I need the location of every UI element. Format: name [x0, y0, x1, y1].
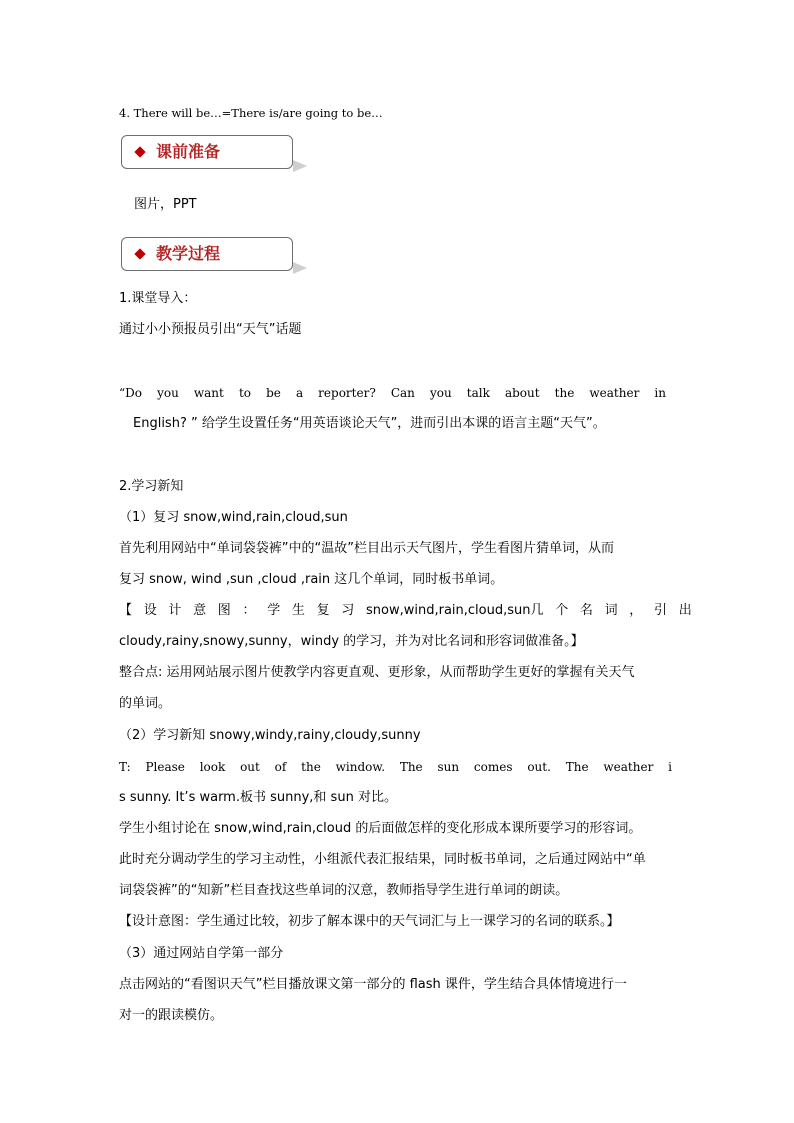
diamond-bullet-icon [134, 146, 145, 157]
materials-text: 图片，PPT [134, 197, 197, 212]
diamond-bullet-icon [134, 248, 145, 259]
paragraph-line: 此时充分调动学生的学习主动性，小组派代表汇报结果，同时板书单词，之后通过网站中“单 [119, 852, 646, 867]
justified-english-line: “Do you want to be a reporter? Can you talk about the weather in [119, 386, 666, 400]
sub-step-heading: （1）复习 snow,wind,rain,cloud,sun [119, 510, 348, 525]
step-heading-1: 1.课堂导入： [119, 291, 197, 306]
paragraph-line: cloudy,rainy,snowy,sunny，windy 的学习，并为对比名词和形容词做准备。】 [119, 634, 584, 649]
sub-step-heading: （3）通过网站自学第一部分 [119, 946, 284, 961]
design-intent-line: 【设计意图：学生复习 snow,wind,rain,cloud,sun 几个名词，引出 [119, 603, 704, 618]
paragraph-line: s sunny. It’s warm.板书 sunny,和 sun 对比。 [119, 790, 397, 805]
paragraph-line: English? ” 给学生设置任务“用英语谈论天气”，进而引出本课的语言主题“天气”。 [133, 416, 606, 431]
paragraph-line: 对一的跟读模仿。 [119, 1008, 224, 1023]
paragraph-line: 的单词。 [119, 696, 172, 711]
paragraph-line: 点击网站的“看图识天气”栏目播放课文第一部分的 flash 课件，学生结合具体情境进行一 [119, 977, 627, 992]
paragraph-line: 首先利用网站中“单词袋袋裤”中的“温故”栏目出示天气图片，学生看图片猜单词，从而 [119, 541, 614, 556]
section-title: 课前准备 [156, 142, 221, 161]
step-heading-2: 2.学习新知 [119, 479, 184, 494]
justified-english-line: T: Please look out of the window. The sun comes out. The weather i [119, 760, 672, 774]
paragraph-line: 通过小小预报员引出“天气”话题 [119, 322, 302, 337]
section-shadow-decoration [293, 160, 307, 172]
section-header-process [121, 237, 293, 271]
section-header-preparation [121, 135, 293, 169]
sub-step-heading: （2）学习新知 snowy,windy,rainy,cloudy,sunny [119, 728, 421, 743]
design-intent-line: 【设计意图：学生通过比较，初步了解本课中的天气词汇与上一课学习的名词的联系。】 [119, 914, 620, 929]
section-shadow-decoration [293, 262, 307, 274]
paragraph-line: 学生小组讨论在 snow,wind,rain,cloud 的后面做怎样的变化形成本课所要学习的形容词。 [119, 821, 642, 836]
paragraph-line: 复习 snow, wind ,sun ,cloud ,rain 这几个单词，同时板书单词。 [119, 572, 504, 587]
paragraph-line: 整合点: 运用网站展示图片使教学内容更直观、更形象，从而帮助学生更好的掌握有关天气 [119, 665, 635, 680]
vocab-note-4: 4. There will be…=There is/are going to be… [119, 106, 383, 120]
section-title: 教学过程 [156, 244, 221, 263]
paragraph-line: 词袋袋裤”的“知新”栏目查找这些单词的汉意，教师指导学生进行单词的朗读。 [119, 883, 569, 898]
